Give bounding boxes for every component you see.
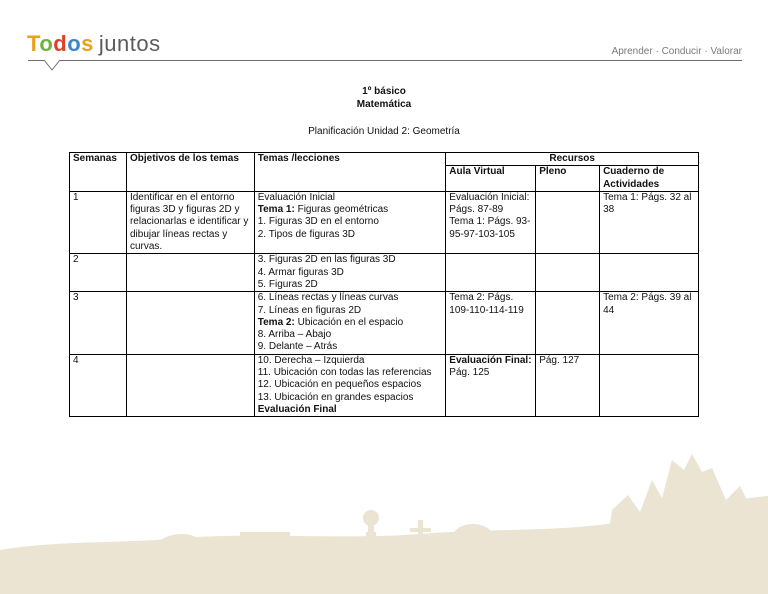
tema-line: 2. Tipos de figuras 3D: [257, 228, 356, 240]
tema-line: [258, 317, 443, 329]
tema-text: Figuras geométricas: [294, 204, 389, 216]
cell-cuaderno: [600, 254, 699, 292]
cell-objetivo: [126, 254, 254, 292]
cell-temas: [254, 354, 446, 416]
cell-aula-virtual: [446, 191, 536, 253]
tema-line: Evaluación Inicial: [257, 191, 336, 203]
cell-cuaderno: Tema 2: Págs. 39 al 44: [600, 292, 699, 354]
cell-pleno: Pág. 127: [536, 354, 600, 416]
table-row: [70, 191, 699, 253]
tema-line: 10. Derecha – Izquierda: [257, 354, 365, 366]
cell-semana: 2: [70, 254, 127, 292]
header-aula-virtual: Aula Virtual: [446, 166, 536, 192]
unit-title: Planificación Unidad 2: Geometría: [308, 126, 460, 137]
logo-letter: o: [39, 31, 54, 56]
header-recursos: Recursos: [446, 153, 699, 166]
header-objetivos: Objetivos de los temas: [126, 153, 254, 192]
cell-temas: [254, 292, 446, 354]
tema-line: 13. Ubicación en grandes espacios: [257, 391, 414, 403]
tema-line: 7. Líneas en figuras 2D: [257, 304, 362, 316]
table-row: [70, 254, 699, 292]
tema-line: 9. Delante – Atrás: [257, 341, 338, 353]
landscape-watermark-illustration: [0, 440, 768, 594]
tema-line: 11. Ubicación con todas las referencias: [257, 367, 432, 379]
cell-objetivo: [126, 354, 254, 416]
logo-letter: T: [27, 31, 40, 56]
aula-text: Evaluación Inicial: Págs. 87-89: [449, 191, 530, 216]
table-header-row: [70, 153, 699, 166]
cell-pleno: [536, 191, 600, 253]
table-row: [70, 292, 699, 354]
tema-line: 5. Figuras 2D: [257, 278, 318, 290]
tema-bold: Tema 1:: [257, 204, 295, 216]
aula-text: Pág. 125: [449, 367, 490, 379]
cell-pleno: [536, 254, 600, 292]
logo-juntos: juntos: [98, 31, 161, 56]
header-temas: Temas /lecciones: [254, 153, 446, 192]
header-cuaderno: Cuaderno de Actividades: [600, 166, 699, 192]
cell-temas: [254, 254, 446, 292]
header-divider: [28, 60, 742, 61]
aula-bold: Evaluación Final:: [449, 354, 532, 366]
tema-text: Ubicación en el espacio: [294, 316, 404, 328]
header-semanas: Semanas: [70, 153, 127, 192]
cell-pleno: [536, 292, 600, 354]
page-header: [0, 0, 768, 75]
header-pleno: Pleno: [536, 166, 600, 192]
cell-objetivo: Identificar en el entorno figuras 3D y figuras 2D y relacionarlas e identificar y dibujar líneas rectas y curvas.: [126, 191, 254, 253]
todos-juntos-logo: [27, 33, 161, 55]
logo-letter: s: [81, 31, 94, 56]
cell-semana: 3: [70, 292, 127, 354]
subject-title: Matemática: [356, 99, 412, 110]
header-tagline: Aprender · Conducir · Valorar: [611, 46, 742, 57]
cell-temas: [254, 191, 446, 253]
planning-table: [69, 152, 699, 417]
header-notch-icon: [44, 60, 60, 72]
tema-line: 1. Figuras 3D en el entorno: [257, 216, 379, 228]
cell-cuaderno: Tema 1: Págs. 32 al 38: [600, 191, 699, 253]
tema-line: 12. Ubicación en pequeños espacios: [257, 379, 422, 391]
table-row: [70, 354, 699, 416]
cell-aula-virtual: [446, 254, 536, 292]
cell-semana: 1: [70, 191, 127, 253]
cell-aula-virtual: [446, 354, 536, 416]
cell-semana: 4: [70, 354, 127, 416]
tema-line: Evaluación Final: [257, 403, 337, 415]
tema-line: 8. Arriba – Abajo: [257, 329, 332, 341]
cell-cuaderno: [600, 354, 699, 416]
cell-aula-virtual: Tema 2: Págs. 109-110-114-119: [446, 292, 536, 354]
cell-objetivo: [126, 292, 254, 354]
logo-todos: [27, 31, 94, 56]
tema-line: [258, 204, 443, 216]
grade-title: 1º básico: [362, 86, 406, 97]
tema-line: 3. Figuras 2D en las figuras 3D: [257, 254, 396, 266]
tema-line: 4. Armar figuras 3D: [257, 266, 344, 278]
tema-bold: Tema 2:: [257, 316, 295, 328]
logo-letter: d: [53, 31, 68, 56]
aula-text: Tema 1: Págs. 93-95-97-103-105: [449, 216, 531, 240]
logo-letter: o: [67, 31, 82, 56]
tema-line: 6. Líneas rectas y líneas curvas: [257, 292, 399, 304]
